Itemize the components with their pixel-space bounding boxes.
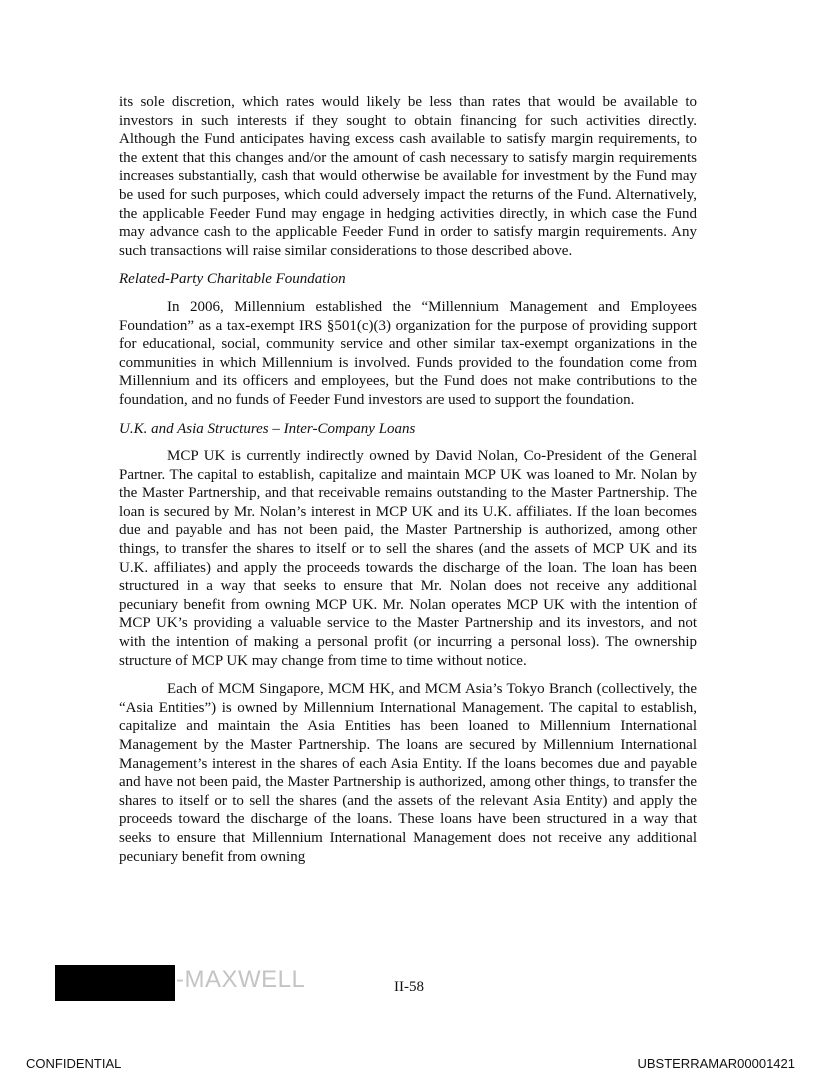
paragraph-mcp-uk: MCP UK is currently indirectly owned by David Nolan, Co-President of the General Partner. The capital to establish, capitalize and maintain MCP UK was loaned to Mr. Nolan by the Master Partnership, and that receivable remains outstanding to the Master Partnership. The loan is secured by Mr. Nolan’s interest in MCP UK and its U.K. affiliates. If the loan becomes due and payable and has not been paid, the Master Partnership is authorized, among other things, to transfer the shares to itself or to sell the shares (and the assets of MCP UK and its U.K. affiliates) and apply the proceeds towards the discharge of the loan. The loan has been structured in a way that seeks to ensure that Mr. Nolan does not receive any additional pecuniary benefit from owning MCP UK. Mr. Nolan operates MCP UK with the intention of MCP UK’s providing a valuable service to the Master Partnership and its investors, and not with the intention of making a personal profit (or incurring a personal loss). The ownership structure of MCP UK may change from time to time without notice. <box>119 448 697 669</box>
paragraph-asia-entities: Each of MCM Singapore, MCM HK, and MCM Asia’s Tokyo Branch (collectively, the “Asia Entities”) is owned by Millennium International Management. The capital to establish, capitalize and maintain the Asia Entities has been loaned to Millennium International Management by the Master Partnership. The loans are secured by Millennium International Management’s interest in the shares of each Asia Entity. If the loans becomes due and payable and have not been paid, the Master Partnership is authorized, among other things, to transfer the shares to itself or to sell the shares (and the assets of the relevant Asia Entity) and apply the proceeds toward the discharge of the loans. These loans have been structured in a way that seeks to ensure that Millennium International Management does not receive any additional pecuniary benefit from owning <box>119 681 697 865</box>
page-number: II-58 <box>394 979 424 995</box>
paragraph-charitable-foundation: In 2006, Millennium established the “Millennium Management and Employees Foundation” as a tax-exempt IRS §501(c)(3) organization for the purpose of providing support for educational, social, community service and other similar tax-exempt organizations in the communities in which Millennium is involved. Funds provided to the foundation come from Millennium and its officers and employees, but the Fund does not make contributions to the foundation, and no funds of Feeder Fund investors are used to support the foundation. <box>119 298 697 408</box>
paragraph-margin-financing: its sole discretion, which rates would likely be less than rates that would be available to investors in such interests if they sought to obtain financing for such activities directly. Although the Fund anticipates having excess cash available to satisfy margin requirements, to the extent that this changes and/or the amount of cash necessary to satisfy margin requirements increases substantially, cash that would otherwise be available for investment by the Fund may be used for such purposes, which could adversely impact the returns of the Fund. Alternatively, the applicable Feeder Fund may engage in hedging activities directly, in which case the Fund may advance cash to the applicable Feeder Fund in order to satisfy margin requirements. Any such transactions will raise similar considerations to those described above. <box>119 94 697 259</box>
heading-charitable-foundation: Related-Party Charitable Foundation <box>119 271 346 288</box>
heading-inter-company-loans: U.K. and Asia Structures – Inter-Company Loans <box>119 420 416 437</box>
maxwell-stamp-text: -MAXWELL <box>176 966 306 993</box>
confidential-label: CONFIDENTIAL <box>26 1056 122 1071</box>
bates-number: UBSTERRAMAR00001421 <box>637 1056 795 1071</box>
redaction-box <box>55 965 175 1001</box>
body-text <box>119 93 697 876</box>
